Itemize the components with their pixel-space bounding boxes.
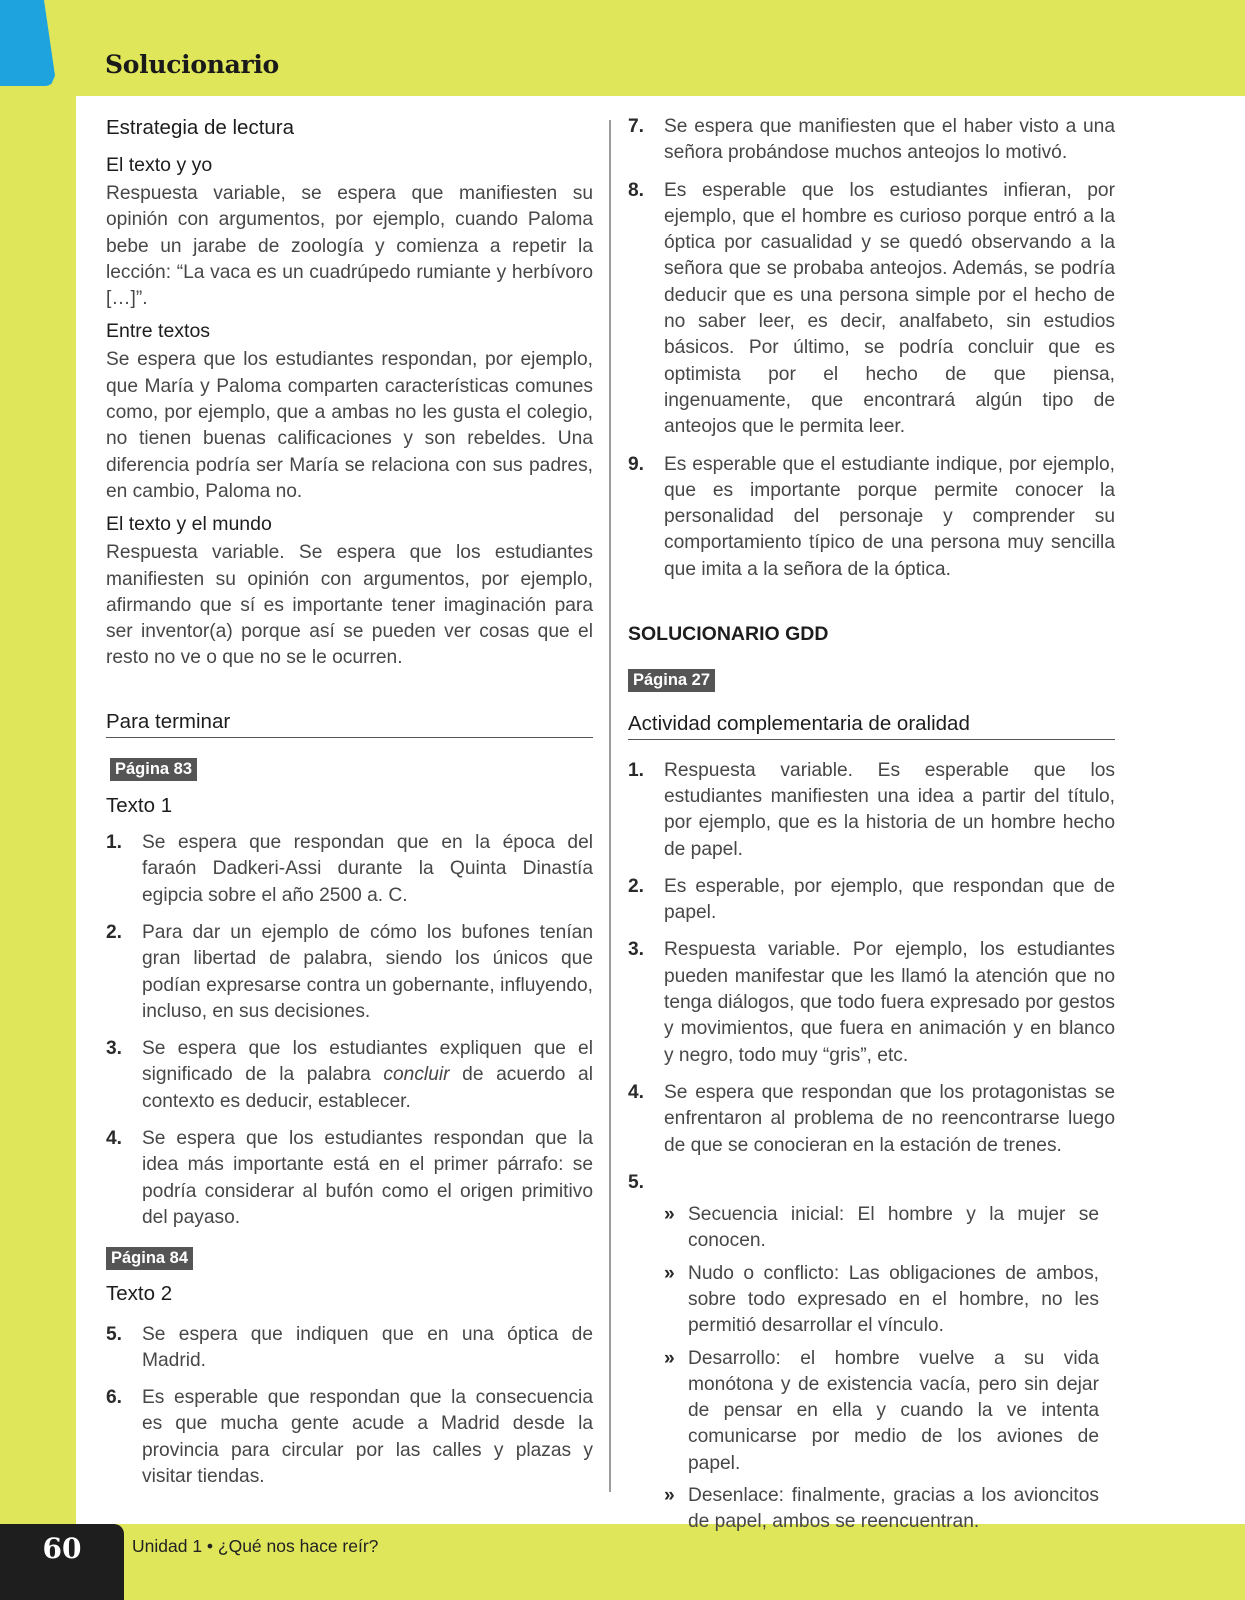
- list-item: [628, 1170, 1115, 1536]
- bullet-text: Desenlace: finalmente, gracias a los avioncitos de papel, ambos se reencuentran.: [688, 1485, 1099, 1533]
- solucionario-gdd-title: SOLUCIONARIO GDD: [628, 623, 829, 646]
- page-badge: Página 27: [628, 669, 715, 692]
- bullet-text: Secuencia inicial: El hombre y la mujer se conocen.: [688, 1204, 1099, 1252]
- texto-heading: Texto 1: [106, 794, 173, 818]
- page-badge: Página 84: [106, 1247, 193, 1270]
- item-text: Es esperable que el estudiante indique, por ejemplo, que es importante porque permite conocer la personalidad del personaje y comprender su comportamiento típico de una persona muy sencilla que imita a la señora de la óptica.: [664, 453, 1115, 580]
- right-column: [628, 114, 1115, 1547]
- item-text: Es esperable que los estudiantes infieran, por ejemplo, que el hombre es curioso porque entró a la óptica por casualidad y se quedó observando a la señora que se probaba anteojos. Además, se podría deducir que es una persona simple por el hecho de no saber leer, es decir, analfabeto, sin estudios básicos. Por último, se podría concluir que es optimista por el hecho de que piensa, ingenuamente, que encontrará algún tipo de anteojos que le permita leer.: [664, 179, 1115, 438]
- left-column: [106, 114, 593, 1501]
- bullet-item: [664, 1483, 1115, 1536]
- item-number: 4.: [106, 1128, 123, 1150]
- item-text: Se espera que respondan que en la época del faraón Dadkeri-Assi durante la Quinta Dinastía egipcia sobre el año 2500 a. C.: [142, 832, 593, 906]
- item-italic-word: concluir: [383, 1064, 450, 1086]
- bullet-text: Desarrollo: el hombre vuelve a su vida monótona y de existencia vacía, pero sin dejar de pensar en ella y cuando la ve intenta comunicarse por medio de los aviones de papel.: [688, 1347, 1099, 1474]
- item-number: 5.: [106, 1323, 123, 1345]
- item-number: 1.: [628, 759, 645, 781]
- list-item: [106, 920, 593, 1025]
- section-title-para-terminar: Para terminar: [106, 708, 593, 738]
- item-text: Respuesta variable. Es esperable que los estudiantes manifiesten una idea a partir del título, por ejemplo, que es la historia de un hombre hecho de papel.: [664, 759, 1115, 860]
- item-text: Es esperable que respondan que la consecuencia es que mucha gente acude a Madrid desde la provincia para circular por las calles y plazas y visitar tiendas.: [142, 1387, 593, 1487]
- item-number: 8.: [628, 179, 645, 201]
- block-text: Respuesta variable. Se espera que los estudiantes manifiesten su opinión con argumentos, por ejemplo, afirmando que sí es importante tener imaginación para ser inventor(a) porque así se pueden ver cosas que el resto no ve o que no se le ocurren.: [106, 542, 593, 669]
- list-item: [106, 1322, 593, 1375]
- item-number: 7.: [628, 116, 645, 137]
- answer-list: [628, 758, 1115, 1536]
- answer-list: [106, 1322, 593, 1491]
- item-number: 2.: [106, 921, 123, 943]
- list-item: [628, 758, 1115, 863]
- answer-list: [628, 114, 1115, 583]
- item-number: 3.: [628, 939, 645, 961]
- block-subheading: El texto y el mundo: [106, 513, 272, 536]
- corner-tab-decoration: [0, 0, 55, 86]
- item-text-after: de acuerdo al contexto es deducir, establecer.: [142, 1064, 593, 1112]
- strategy-heading: Estrategia de lectura: [106, 116, 295, 139]
- list-item: [106, 1126, 593, 1231]
- item-text: Se espera que manifiesten que el haber visto a una señora probándose muchos anteojos lo motivó.: [664, 116, 1115, 164]
- item-text: Se espera que indiquen que en una óptica de Madrid.: [142, 1323, 593, 1371]
- page-number: 60: [42, 1532, 82, 1565]
- block-text: Respuesta variable, se espera que manifiesten su opinión con argumentos, por ejemplo, cuando Paloma bebe un jarabe de zoología y comienza a repetir la lección: “La vaca es un cuadrúpedo rumiante y herbívoro […]”.: [106, 183, 593, 310]
- section-title-oralidad: Actividad complementaria de oralidad: [628, 710, 1115, 740]
- item-text: Respuesta variable. Por ejemplo, los estudiantes pueden manifestar que les llamó la atención que no tenga diálogos, que todo fuera expresado por gestos y movimientos, que fuera en animación y en blanco y negro, todo muy “gris”, etc.: [664, 939, 1115, 1066]
- bullet-mark: »: [664, 1347, 675, 1369]
- bullet-mark: »: [664, 1262, 675, 1284]
- page-badge: Página 83: [110, 758, 197, 781]
- footer-unit-label: Unidad 1 • ¿Qué nos hace reír?: [132, 1536, 379, 1556]
- item-number: 6.: [106, 1387, 123, 1409]
- item-text: Se espera que respondan que los protagonistas se enfrentaron al problema de no reencontrarse luego de que se conocieran en la estación de trenes.: [664, 1081, 1115, 1156]
- sequence-bullet-list: [664, 1202, 1115, 1536]
- list-item: [106, 1385, 593, 1490]
- column-divider: [609, 120, 611, 1492]
- item-text: Es esperable, por ejemplo, que respondan que de papel.: [664, 875, 1115, 924]
- bullet-text: Nudo o conflicto: Las obligaciones de ambos, sobre todo expresado en el hombre, no les permitió desarrollar el vínculo.: [688, 1262, 1099, 1337]
- item-text-before: Se espera que los estudiantes expliquen que el significado de la palabra: [142, 1038, 593, 1086]
- block-subheading: El texto y yo: [106, 154, 213, 176]
- list-item: [628, 452, 1115, 583]
- answer-list: [106, 830, 593, 1231]
- list-item: [106, 1036, 593, 1115]
- bullet-item: [664, 1261, 1115, 1340]
- item-number: 2.: [628, 875, 645, 897]
- bullet-mark: »: [664, 1485, 675, 1507]
- page-number-box: [0, 1524, 124, 1600]
- list-item: [628, 937, 1115, 1068]
- list-item: [628, 178, 1115, 441]
- item-number: 3.: [106, 1038, 123, 1060]
- item-number: 1.: [106, 832, 123, 854]
- bullet-mark: »: [664, 1204, 675, 1226]
- list-item: [628, 874, 1115, 927]
- item-number: 9.: [628, 453, 645, 475]
- list-item: [628, 114, 1115, 167]
- block-text: Se espera que los estudiantes respondan, por ejemplo, que María y Paloma comparten características comunes como, por ejemplo, que a ambas no les gusta el colegio, no tienen buenas calificaciones y son rebeldes. Una diferencia podría ser María se relaciona con sus padres, en cambio, Paloma no.: [106, 349, 593, 502]
- item-number: 4.: [628, 1081, 645, 1103]
- page-header-title: Solucionario: [105, 50, 279, 79]
- list-item: [628, 1080, 1115, 1159]
- list-item: [106, 830, 593, 909]
- bullet-item: [664, 1202, 1115, 1255]
- bullet-item: [664, 1346, 1115, 1477]
- block-subheading: Entre textos: [106, 320, 211, 343]
- item-text: Se espera que los estudiantes respondan que la idea más importante está en el primer párrafo: se podría considerar al bufón como el origen primitivo del payaso.: [142, 1128, 593, 1228]
- item-number: 5.: [628, 1171, 645, 1193]
- texto-heading: Texto 2: [106, 1281, 173, 1305]
- item-text: Para dar un ejemplo de cómo los bufones tenían gran libertad de palabra, siendo los únicos que podían expresarse contra un gobernante, influyendo, incluso, en sus decisiones.: [142, 921, 593, 1022]
